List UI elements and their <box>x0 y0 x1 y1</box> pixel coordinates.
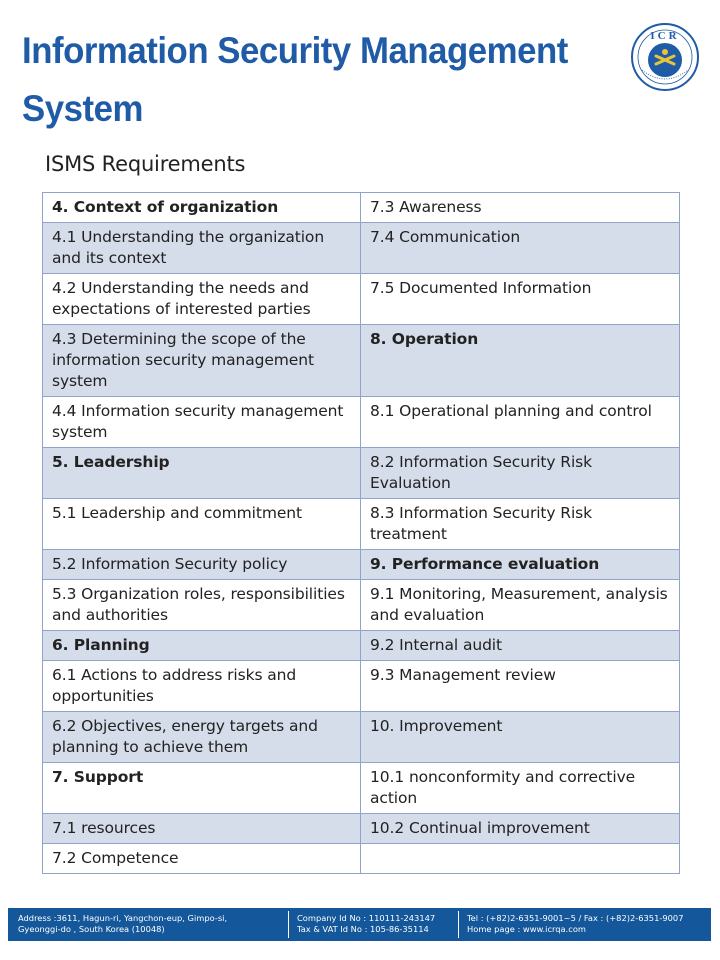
requirement-cell-right: 9.1 Monitoring, Measurement, analysis and evaluation <box>361 580 680 631</box>
section-subtitle: ISMS Requirements <box>45 152 246 176</box>
requirement-cell-left: 6.2 Objectives, energy targets and planning to achieve them <box>43 712 361 763</box>
requirement-cell-left: 5. Leadership <box>43 448 361 499</box>
document-title-line2: System <box>22 88 143 129</box>
table-row <box>43 193 680 223</box>
requirement-cell-right: 9. Performance evaluation <box>361 550 680 580</box>
page-footer <box>8 908 711 941</box>
requirement-cell-right: 8.1 Operational planning and control <box>361 397 680 448</box>
footer-contact <box>458 911 711 938</box>
requirement-cell-left: 6.1 Actions to address risks and opportunities <box>43 661 361 712</box>
table-row <box>43 397 680 448</box>
requirement-cell-left: 5.1 Leadership and commitment <box>43 499 361 550</box>
table-row <box>43 814 680 844</box>
footer-address-line2: Gyeonggi-do , South Korea (10048) <box>18 924 165 934</box>
footer-company-ids <box>288 911 458 938</box>
table-row <box>43 844 680 874</box>
requirement-cell-right: 7.3 Awareness <box>361 193 680 223</box>
icr-seal-logo <box>630 22 700 92</box>
isms-requirements-table <box>42 192 680 874</box>
requirement-cell-right: 8.3 Information Security Risk treatment <box>361 499 680 550</box>
footer-company-id: Company Id No : 110111-243147 <box>297 913 436 923</box>
requirement-cell-left: 7. Support <box>43 763 361 814</box>
requirement-cell-right: 9.2 Internal audit <box>361 631 680 661</box>
footer-phone-fax: Tel : (+82)2-6351-9001~5 / Fax : (+82)2-6351-9007 <box>467 913 684 923</box>
requirement-cell-left: 4.3 Determining the scope of the information security management system <box>43 325 361 397</box>
requirement-cell-right: 8.2 Information Security Risk Evaluation <box>361 448 680 499</box>
requirement-cell-left: 7.2 Competence <box>43 844 361 874</box>
footer-tax-id: Tax & VAT Id No : 105-86-35114 <box>297 924 429 934</box>
table-row <box>43 712 680 763</box>
requirement-cell-right: 10.1 nonconformity and corrective action <box>361 763 680 814</box>
requirement-cell-right: 10.2 Continual improvement <box>361 814 680 844</box>
requirement-cell-right: 7.4 Communication <box>361 223 680 274</box>
table-row <box>43 223 680 274</box>
svg-text:ICR: ICR <box>650 30 680 42</box>
requirement-cell-left: 6. Planning <box>43 631 361 661</box>
requirement-cell-right: 8. Operation <box>361 325 680 397</box>
table-row <box>43 580 680 631</box>
table-row <box>43 631 680 661</box>
table-row <box>43 550 680 580</box>
requirement-cell-right: 7.5 Documented Information <box>361 274 680 325</box>
footer-address <box>8 908 288 941</box>
document-title <box>22 22 577 138</box>
requirement-cell-right <box>361 844 680 874</box>
document-title-line1: Information Security Management <box>22 30 568 71</box>
table-row <box>43 661 680 712</box>
table-row <box>43 448 680 499</box>
footer-homepage: Home page : www.icrqa.com <box>467 924 587 934</box>
requirement-cell-left: 5.3 Organization roles, responsibilities and authorities <box>43 580 361 631</box>
requirement-cell-right: 9.3 Management review <box>361 661 680 712</box>
requirement-cell-left: 4. Context of organization <box>43 193 361 223</box>
table-row <box>43 325 680 397</box>
table-row <box>43 763 680 814</box>
requirement-cell-left: 4.1 Understanding the organization and its context <box>43 223 361 274</box>
table-row <box>43 274 680 325</box>
requirement-cell-left: 4.2 Understanding the needs and expectations of interested parties <box>43 274 361 325</box>
footer-address-line1: Address :3611, Hagun-ri, Yangchon-eup, Gimpo-si, <box>18 913 228 923</box>
requirement-cell-left: 4.4 Information security management system <box>43 397 361 448</box>
requirement-cell-right: 10. Improvement <box>361 712 680 763</box>
requirement-cell-left: 7.1 resources <box>43 814 361 844</box>
requirement-cell-left: 5.2 Information Security policy <box>43 550 361 580</box>
table-row <box>43 499 680 550</box>
